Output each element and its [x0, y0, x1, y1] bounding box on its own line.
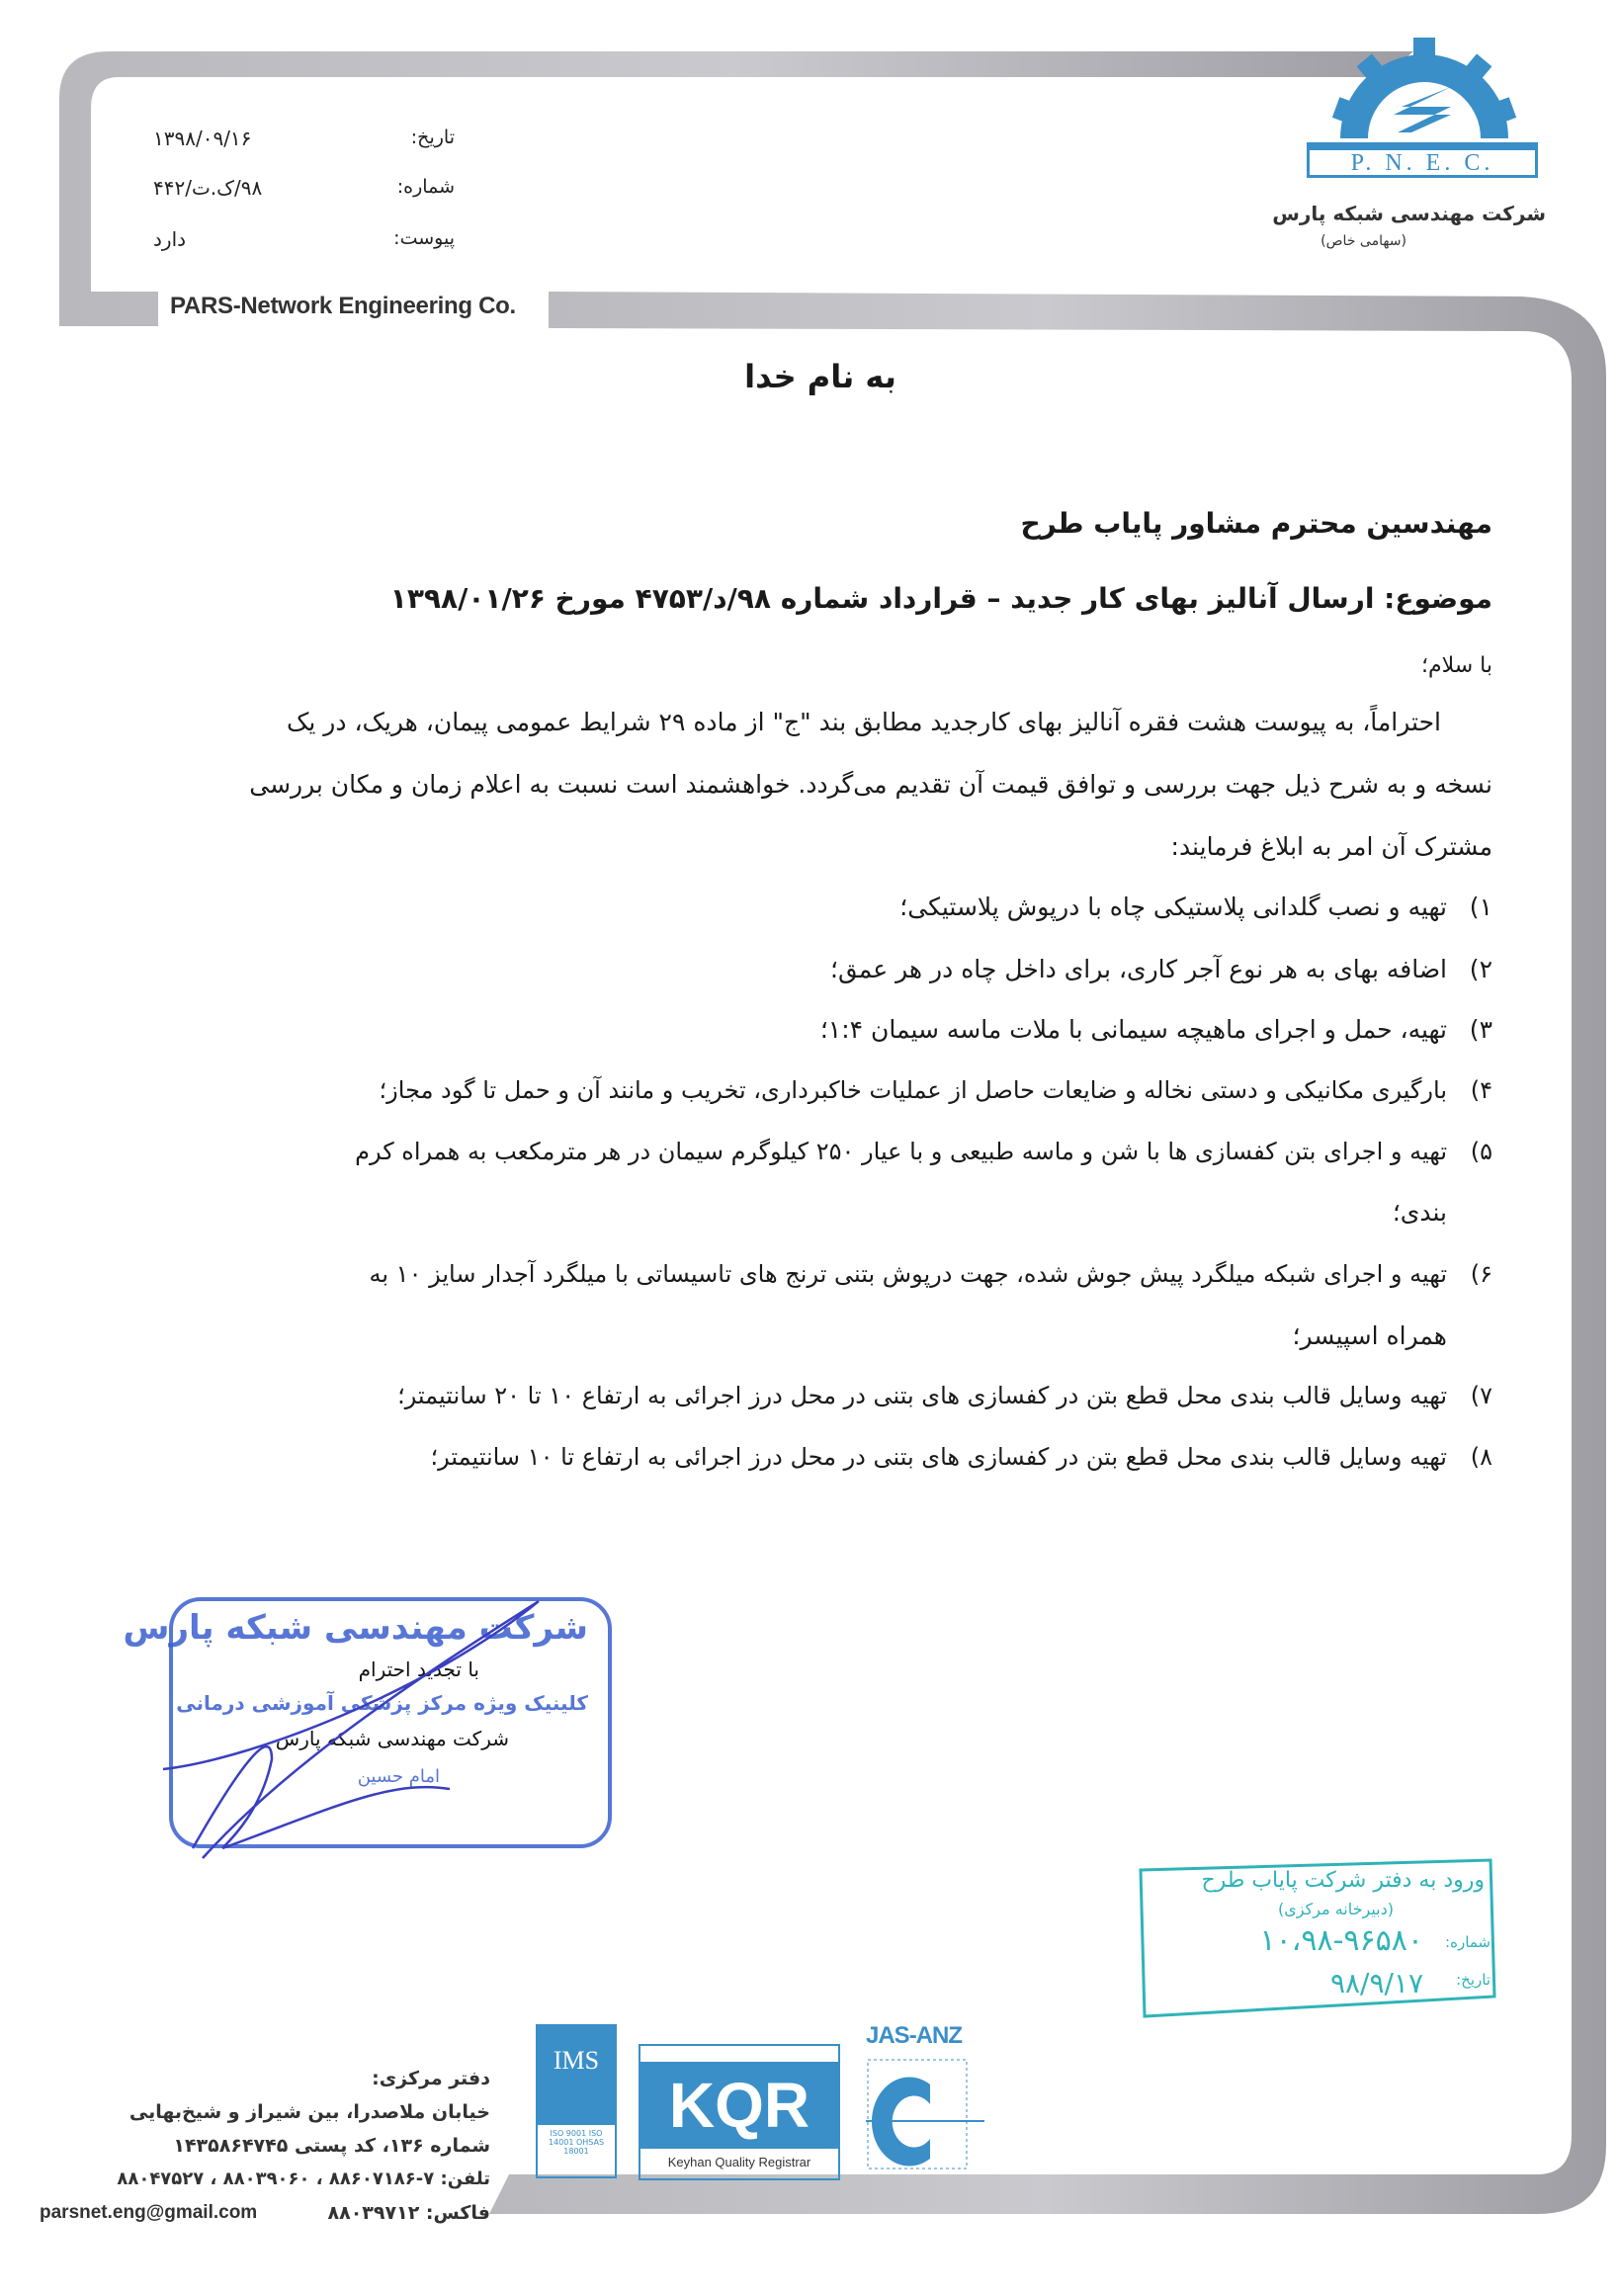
address-line: شماره ۱۳۶، کد پستی ۱۴۳۵۸۶۴۷۴۵ [173, 2135, 490, 2157]
stamp-text: امام حسین [357, 1766, 440, 1787]
item-number: ۱) [1469, 893, 1492, 921]
date-value: ۱۳۹۸/۰۹/۱۶ [153, 127, 252, 150]
item-number: ۲) [1469, 955, 1492, 983]
ims-standards: ISO 9001 ISO 14001 OHSAS 18001 [548, 2129, 605, 2156]
email-address: parsnet.eng@gmail.com [40, 2202, 258, 2223]
item-text: تهیه و اجرای شبکه میلگرد پیش جوش شده، جهت درپوش بتنی ترنج های تاسیساتی با میلگرد آجدار سایز ۱۰ به [369, 1260, 1447, 1288]
number-label: شماره: [396, 176, 455, 198]
kqr-name: Keyhan Quality Registrar [667, 2155, 811, 2169]
kqr-text: KQR [640, 2062, 838, 2149]
item-number: ۵) [1470, 1138, 1492, 1165]
list-item [899, 890, 1492, 925]
item-continuation: همراه اسپیسر؛ [1292, 1321, 1447, 1350]
address-line: خیابان ملاصدرا، بین شیراز و شیخ‌بهایی [128, 2101, 490, 2123]
company-logo [1303, 30, 1546, 198]
subject-line: موضوع: ارسال آنالیز بهای کار جدید – قرارداد شماره ۹۸/د/۴۷۵۳ مورخ ۱۳۹۸/۰۱/۲۶ [389, 582, 1492, 615]
received-subtitle: (دبیرخانه مرکزی) [1278, 1900, 1394, 1918]
company-name-fa: شرکت مهندسی شبکه پارس [1272, 202, 1546, 225]
paragraph-line: مشترک آن امر به ابلاغ فرمایند: [1170, 832, 1492, 861]
item-number: ۴) [1470, 1076, 1492, 1104]
closing-text: با تجدید احترام [358, 1658, 479, 1681]
bismillah-heading: به نام خدا [744, 358, 896, 395]
jas-anz-mark [866, 2050, 984, 2178]
item-continuation: بندی؛ [1392, 1198, 1447, 1227]
gear-icon [1303, 30, 1546, 138]
office-label: دفتر مرکزی: [372, 2068, 490, 2089]
item-text: تهیه وسایل قالب بندی محل قطع بتن در کفسازی های بتنی در محل درز اجرائی به ارتفاع تا ۱۰ سانتیمتر؛ [430, 1443, 1447, 1471]
received-title: ورود به دفتر شرکت پایاب طرح [1201, 1868, 1485, 1893]
stamp-text: شرکت مهندسی شبکه پارس [123, 1608, 588, 1648]
number-value: ۹۸/ک.ت/۴۴۲ [153, 176, 263, 200]
paragraph-line: نسخه و به شرح ذیل جهت بررسی و توافق قیمت آن تقدیم می‌گردد. خواهشمند است نسبت به اعلام زمان و مکان بررسی [249, 770, 1492, 799]
list-item [397, 1378, 1492, 1413]
item-number: ۸) [1470, 1443, 1492, 1471]
company-name-en: PARS-Network Engineering Co. [170, 293, 516, 319]
jas-anz-text: JAS-ANZ [866, 2022, 963, 2049]
item-text: تهیه و اجرای بتن کفسازی ها با شن و ماسه طبیعی و با عیار ۲۵۰ کیلوگرم سیمان در هر مترمکعب به همراه کرم [355, 1138, 1447, 1165]
list-item [369, 1256, 1492, 1292]
ims-text: IMS [538, 2026, 615, 2125]
attachment-label: پیوست: [393, 227, 455, 249]
list-item [355, 1134, 1492, 1169]
paragraph-line: احتراماً، به پیوست هشت فقره آنالیز بهای کارجدید مطابق بند "ج" از ماده ۲۹ شرایط عمومی پیمان، هریک، در یک [287, 708, 1441, 736]
signature [133, 1591, 608, 1868]
company-stamp [123, 1591, 618, 1858]
list-item [430, 1439, 1492, 1475]
date-label: تاریخ: [410, 127, 455, 148]
item-text: تهیه وسایل قالب بندی محل قطع بتن در کفسازی های بتنی در محل درز اجرائی به ارتفاع ۱۰ تا ۲۰ سانتیمتر؛ [397, 1382, 1447, 1409]
received-number: ۱۰،۹۸-۹۶۵۸۰ [1259, 1923, 1423, 1958]
item-number: ۳) [1469, 1015, 1492, 1044]
item-text: تهیه و نصب گلدانی پلاستیکی چاه با درپوش پلاستیکی؛ [899, 893, 1447, 921]
company-type: (سهامی خاص) [1321, 233, 1406, 249]
phone-numbers: تلفن: ۷-۸۸۶۰۷۱۸۶ ، ۸۸۰۳۹۰۶۰ ، ۸۸۰۴۷۵۲۷ [117, 2168, 490, 2189]
fax-number: فاکس: ۸۸۰۳۹۷۱۲ [327, 2202, 490, 2224]
item-number: ۶) [1470, 1260, 1492, 1288]
list-item [830, 952, 1492, 987]
signatory-name: شرکت مهندسی شبکه پارس [275, 1727, 509, 1750]
received-stamp [1137, 1858, 1502, 2016]
list-item [820, 1012, 1492, 1048]
kqr-cert-logo [639, 2044, 840, 2180]
received-date-label: تاریخ: [1456, 1971, 1491, 1989]
logo-letters: P. N. E. C. [1307, 142, 1538, 178]
item-text: اضافه بهای به هر نوع آجر کاری، برای داخل چاه در هر عمق؛ [830, 955, 1447, 983]
ims-cert-logo [536, 2024, 617, 2178]
greeting: با سلام؛ [1421, 653, 1492, 678]
received-number-label: شماره: [1445, 1933, 1491, 1951]
addressee: مهندسین محترم مشاور پایاب طرح [1020, 507, 1492, 540]
item-number: ۷) [1470, 1382, 1492, 1409]
list-item [380, 1072, 1492, 1108]
stamp-text: کلینیک ویژه مرکز پزشکی آموزشی درمانی [176, 1691, 588, 1715]
item-text: بارگیری مکانیکی و دستی نخاله و ضایعات حاصل از عملیات خاکبرداری، تخریب و مانند آن و حمل تا گود مجاز؛ [379, 1076, 1447, 1104]
item-text: تهیه، حمل و اجرای ماهیچه سیمانی با ملات ماسه سیمان ۱:۴؛ [819, 1015, 1447, 1044]
jas-anz-logo [866, 2022, 984, 2180]
received-date: ۹۸/۹/۱۷ [1329, 1967, 1423, 1999]
attachment-value: دارد [153, 227, 187, 251]
